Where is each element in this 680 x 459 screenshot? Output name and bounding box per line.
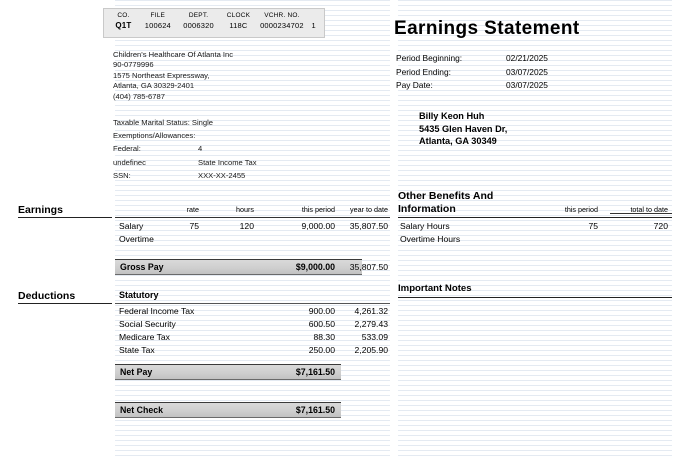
company-city: Atlanta, GA 30329-2401 — [113, 81, 195, 91]
period-row-beginning — [396, 52, 548, 66]
company-ein: 90-0779996 — [113, 60, 154, 70]
deduction-ytd-federal-income-tax: 4,261.32 — [354, 306, 388, 316]
period-row-paydate — [396, 79, 548, 93]
net-check-bar — [115, 402, 341, 418]
deduction-amount-social-security: 600.50 — [308, 319, 335, 329]
period-value-beginning: 02/21/2025 — [506, 53, 548, 63]
earnings-header-rate: rate — [186, 205, 199, 214]
benefits-label-salary-hours: Salary Hours — [400, 221, 450, 231]
payroll-code-table — [103, 8, 325, 38]
deductions-section-title: Deductions — [18, 290, 76, 302]
other-benefits-section-title — [398, 190, 493, 216]
code-table-value-row — [104, 21, 324, 30]
employee-address-block — [419, 110, 507, 148]
exemptions-label: Exemptions/Allowances: — [113, 131, 196, 141]
deduction-label-federal-income-tax: Federal Income Tax — [119, 306, 195, 316]
code-header-clock: CLOCK — [226, 12, 251, 19]
benefits-row-salary-hours — [398, 221, 672, 234]
earnings-label-overtime: Overtime — [119, 234, 154, 244]
benefits-header-this-period: this period — [564, 205, 598, 214]
benefits-this-period-salary-hours: 75 — [588, 221, 598, 231]
tax-row-federal — [113, 142, 333, 155]
earnings-header-year-to-date: year to date — [350, 205, 388, 214]
period-label-ending: Period Ending: — [396, 66, 451, 77]
other-benefits-section-rule — [398, 217, 672, 218]
tax-information-block — [113, 116, 333, 182]
code-value-vchr: 0000234702 — [260, 21, 304, 30]
period-label-beginning: Period Beginning: — [396, 53, 463, 63]
earnings-label-salary: Salary — [119, 221, 144, 231]
deduction-ytd-social-security: 2,279.43 — [354, 319, 388, 329]
net-check-label: Net Check — [120, 405, 164, 415]
period-value-paydate: 03/07/2025 — [506, 80, 548, 91]
code-header-file: FILE — [150, 12, 166, 19]
tax-value-ssn: XXX-XX-2455 — [198, 170, 246, 180]
tax-value-state-income-tax: State Income Tax — [198, 157, 257, 167]
code-header-seq — [307, 12, 320, 19]
code-value-file: 100624 — [144, 21, 171, 30]
net-check-amount: $7,161.50 — [295, 405, 335, 415]
net-pay-amount: $7,161.50 — [295, 367, 335, 377]
benefits-label-overtime-hours: Overtime Hours — [400, 234, 461, 244]
employee-city: Atlanta, GA 30349 — [419, 136, 497, 147]
tax-row-ssn — [113, 169, 333, 182]
net-pay-bar — [115, 364, 341, 380]
other-benefits-title-line1: Other Benefits And — [398, 190, 494, 202]
code-value-co: Q1T — [115, 21, 132, 30]
pay-period-block — [396, 52, 548, 93]
deduction-amount-federal-income-tax: 900.00 — [308, 306, 335, 316]
earnings-header-this-period: this period — [301, 205, 335, 214]
code-value-dept: 0006320 — [183, 21, 214, 30]
code-value-clock: 118C — [229, 21, 248, 30]
earnings-section-title: Earnings — [18, 204, 63, 216]
period-value-ending: 03/07/2025 — [506, 66, 548, 77]
page-title: Earnings Statement — [394, 18, 580, 39]
deduction-label-state-tax: State Tax — [119, 345, 155, 355]
statutory-label: Statutory — [119, 290, 159, 300]
earnings-rate-salary: 75 — [189, 221, 199, 231]
deduction-ytd-medicare-tax: 533.09 — [361, 332, 388, 342]
benefits-total-header-rule — [610, 213, 672, 214]
gross-pay-ytd: 35,807.50 — [349, 262, 388, 272]
net-pay-label: Net Pay — [120, 367, 153, 377]
other-benefits-title-line2: Information — [398, 203, 456, 215]
code-header-vchr: VCHR. NO. — [264, 12, 300, 19]
period-row-ending — [396, 66, 548, 80]
employee-street: 5435 Glen Haven Dr, — [419, 123, 508, 134]
earnings-hours-salary: 120 — [239, 221, 254, 231]
company-street: 1575 Northeast Expressway, — [113, 70, 210, 80]
code-header-dept: DEPT. — [188, 12, 209, 19]
tax-label-undefined: undefinec — [113, 157, 146, 167]
tax-label-federal: Federal: — [113, 144, 141, 154]
earnings-ytd-salary: 35,807.50 — [349, 221, 388, 231]
code-table-header-row — [104, 12, 324, 19]
deduction-label-medicare-tax: Medicare Tax — [119, 332, 170, 342]
deduction-amount-medicare-tax: 88.30 — [313, 332, 335, 342]
earnings-section-rule — [18, 217, 112, 218]
deduction-ytd-state-tax: 2,205.90 — [354, 345, 388, 355]
marital-status: Taxable Marital Status: Single — [113, 118, 214, 127]
benefits-header-total-to-date: total to date — [630, 205, 668, 214]
period-label-paydate: Pay Date: — [396, 80, 433, 91]
code-value-seq: 1 — [311, 21, 316, 30]
statutory-rule — [115, 303, 390, 304]
deduction-amount-state-tax: 250.00 — [308, 345, 335, 355]
tax-label-ssn: SSN: — [113, 170, 131, 180]
company-name: Children's Healthcare Of Atlanta Inc — [113, 50, 234, 59]
earnings-header-hours: hours — [236, 205, 254, 214]
code-header-co: CO. — [117, 12, 130, 19]
employee-name: Billy Keon Huh — [419, 111, 485, 121]
benefits-total-salary-hours: 720 — [653, 221, 668, 231]
earnings-row-overtime — [115, 234, 390, 247]
deductions-section-rule — [18, 303, 112, 304]
tax-row-state — [113, 156, 333, 169]
gross-pay-label: Gross Pay — [120, 262, 164, 272]
benefits-row-overtime-hours — [398, 234, 672, 247]
gross-pay-amount: $9,000.00 — [295, 262, 335, 272]
ytd-header-rule — [300, 217, 388, 218]
earnings-amount-salary: 9,000.00 — [301, 221, 335, 231]
company-phone: (404) 785-6787 — [113, 91, 165, 101]
tax-value-federal: 4 — [198, 144, 203, 154]
important-notes-title: Important Notes — [398, 283, 472, 294]
deduction-label-social-security: Social Security — [119, 319, 176, 329]
important-notes-rule — [398, 297, 672, 298]
company-address-block — [113, 50, 233, 102]
